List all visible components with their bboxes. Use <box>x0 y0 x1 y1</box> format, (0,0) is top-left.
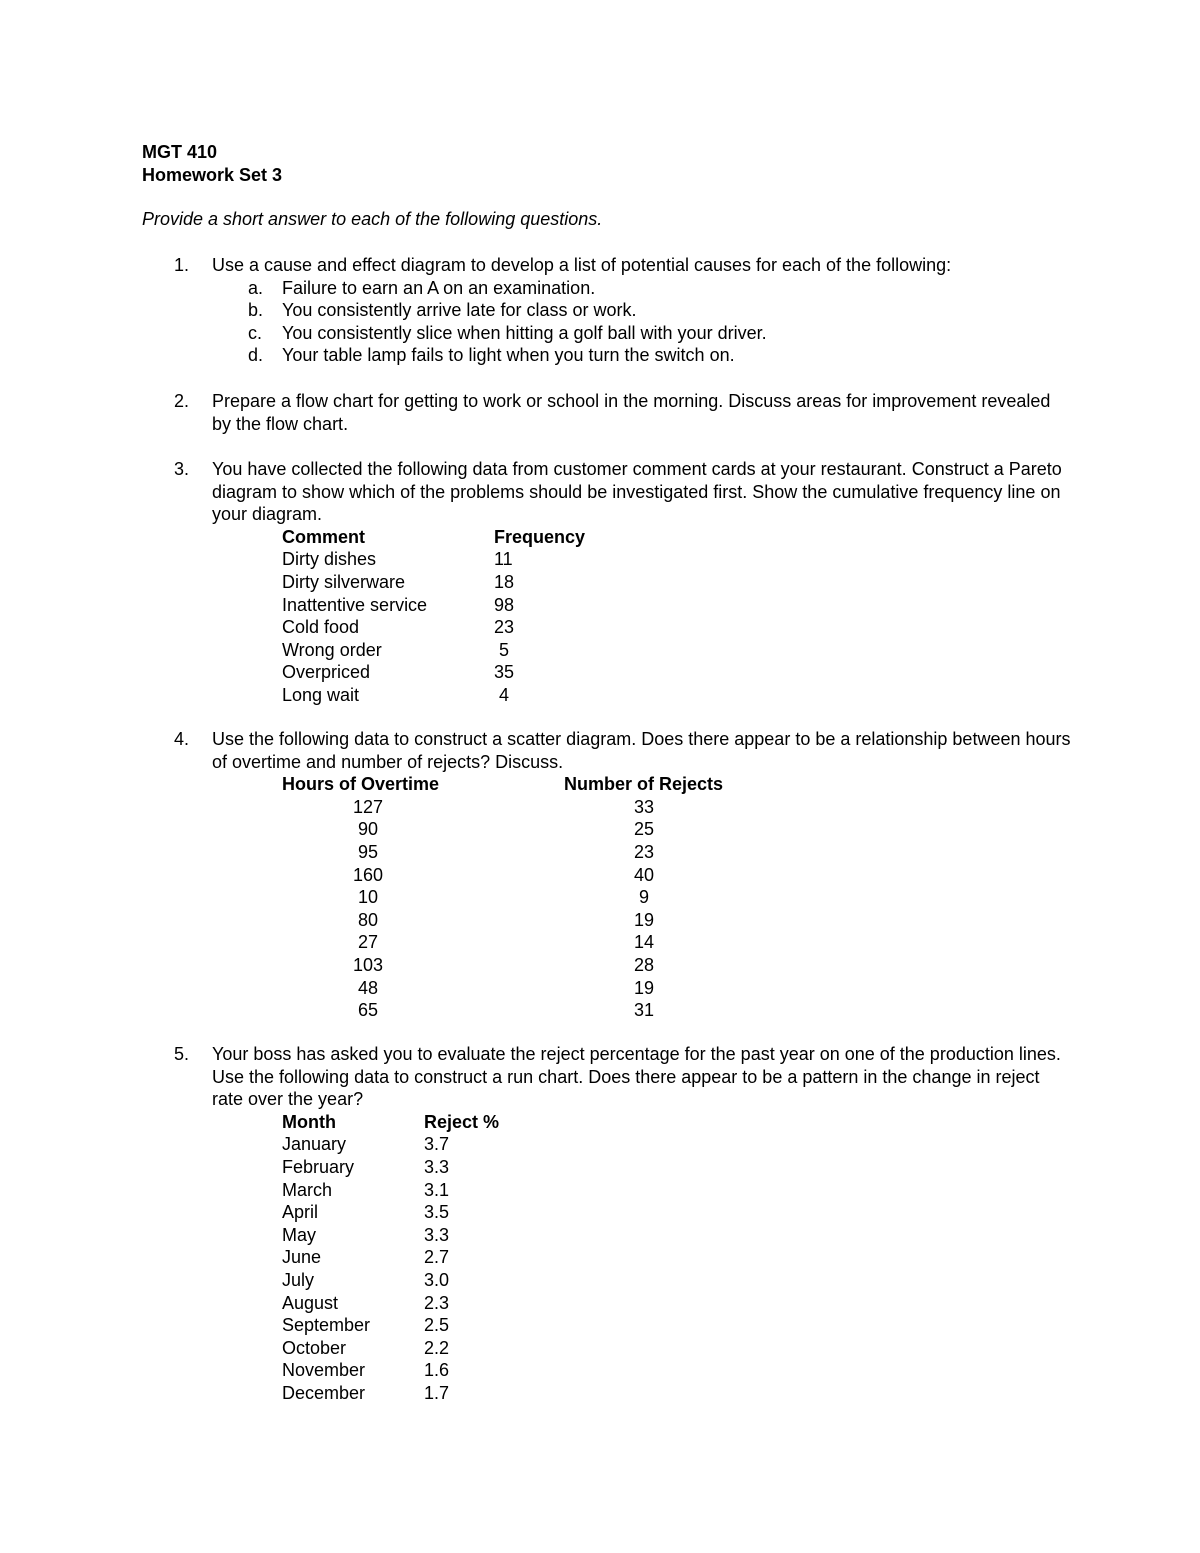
reject-cell: 3.3 <box>424 1156 450 1177</box>
sub-item <box>142 277 1072 300</box>
table-row <box>282 796 1072 819</box>
overtime-cell: 127 <box>352 796 384 817</box>
question-1 <box>142 254 1072 367</box>
table-header-row <box>282 526 1072 549</box>
sub-item-text: Your table lamp fails to light when you turn the switch on. <box>282 345 735 366</box>
rejects-cell: 19 <box>633 977 655 998</box>
rejects-cell: 23 <box>633 841 655 862</box>
month-cell: November <box>282 1360 366 1381</box>
reject-cell: 3.1 <box>424 1179 450 1200</box>
table-row <box>282 841 1072 864</box>
question-2 <box>142 390 1072 435</box>
month-cell: June <box>282 1247 322 1268</box>
frequency-cell: 11 <box>494 549 513 570</box>
table-row <box>282 684 1072 707</box>
frequency-cell: 35 <box>494 662 515 683</box>
question-text: Your boss has asked you to evaluate the reject percentage for the past year on one of the production lines. Use the following data to construct a run chart. Does there appear to be a pattern in the change in reject rate over the year? <box>212 1044 1061 1110</box>
question-number: 1. <box>174 255 190 275</box>
month-cell: May <box>282 1224 317 1245</box>
instructions: Provide a short answer to each of the following questions. <box>142 209 603 229</box>
table-row <box>282 818 1072 841</box>
sub-item-text: You consistently arrive late for class or work. <box>282 300 637 321</box>
comment-cell: Dirty dishes <box>282 549 377 570</box>
reject-cell: 2.5 <box>424 1315 450 1336</box>
overtime-cell: 27 <box>357 932 379 953</box>
table-row <box>282 1269 1072 1292</box>
comment-cell: Overpriced <box>282 662 371 683</box>
table-row <box>282 661 1072 684</box>
rejects-cell: 33 <box>633 796 655 817</box>
table-row <box>282 1156 1072 1179</box>
reject-rate-table <box>282 1111 1072 1405</box>
frequency-cell: 5 <box>499 639 510 660</box>
question-4 <box>142 728 1072 1022</box>
frequency-cell: 98 <box>494 594 515 615</box>
table-row <box>282 594 1072 617</box>
rejects-cell: 14 <box>633 932 655 953</box>
month-cell: February <box>282 1156 355 1177</box>
sub-item <box>142 344 1072 367</box>
reject-cell: 1.6 <box>424 1360 450 1381</box>
column-header: Month <box>282 1111 336 1132</box>
question-text: Use a cause and effect diagram to develop a list of potential causes for each of the following: <box>212 255 952 275</box>
reject-cell: 2.7 <box>424 1247 450 1268</box>
overtime-cell: 10 <box>357 887 379 908</box>
column-header: Hours of Overtime <box>282 774 440 795</box>
table-header-row <box>282 1111 1072 1134</box>
question-text: Use the following data to construct a scatter diagram. Does there appear to be a relationship between hours of overtime and number of rejects? Discuss. <box>212 729 1071 772</box>
overtime-cell: 160 <box>352 864 384 885</box>
table-row <box>282 1337 1072 1360</box>
rejects-cell: 9 <box>638 887 649 908</box>
table-row <box>282 1224 1072 1247</box>
overtime-cell: 80 <box>357 909 379 930</box>
frequency-cell: 18 <box>494 571 515 592</box>
table-row <box>282 1359 1072 1382</box>
reject-cell: 3.0 <box>424 1269 450 1290</box>
table-row <box>282 1179 1072 1202</box>
comment-frequency-table <box>282 526 1072 707</box>
sub-item <box>142 299 1072 322</box>
column-header: Number of Rejects <box>564 774 724 795</box>
table-row <box>282 909 1072 932</box>
table-row <box>282 1133 1072 1156</box>
document-header <box>142 141 282 186</box>
question-5 <box>142 1043 1072 1405</box>
reject-cell: 3.5 <box>424 1202 450 1223</box>
sub-item-label: c. <box>248 322 263 343</box>
overtime-cell: 48 <box>357 977 379 998</box>
question-text: You have collected the following data from customer comment cards at your restaurant. Construct a Pareto diagram to show which of the problems should be investigated first. Show the cumulative frequency line on your diagram. <box>212 459 1062 525</box>
page-title: Homework Set 3 <box>142 164 283 185</box>
month-cell: August <box>282 1292 339 1313</box>
reject-cell: 2.2 <box>424 1337 450 1358</box>
table-row <box>282 886 1072 909</box>
overtime-cell: 90 <box>357 819 379 840</box>
frequency-cell: 4 <box>499 684 510 705</box>
table-row <box>282 548 1072 571</box>
table-row <box>282 931 1072 954</box>
comment-cell: Wrong order <box>282 639 382 660</box>
question-text: Prepare a flow chart for getting to work or school in the morning. Discuss areas for improvement revealed by the flow chart. <box>212 391 1051 434</box>
column-header: Reject % <box>424 1111 505 1132</box>
reject-cell: 3.3 <box>424 1224 450 1245</box>
reject-cell: 1.7 <box>424 1382 450 1403</box>
month-cell: September <box>282 1315 371 1336</box>
reject-cell: 3.7 <box>424 1134 450 1155</box>
table-row <box>282 864 1072 887</box>
table-row <box>282 1292 1072 1315</box>
table-header-row <box>282 773 1072 796</box>
column-header: Comment <box>282 526 366 547</box>
sub-item-label: d. <box>248 345 264 366</box>
overtime-cell: 103 <box>352 954 384 975</box>
rejects-cell: 40 <box>633 864 655 885</box>
comment-cell: Cold food <box>282 617 360 638</box>
rejects-cell: 28 <box>633 954 655 975</box>
month-cell: July <box>282 1269 315 1290</box>
table-row <box>282 571 1072 594</box>
month-cell: October <box>282 1337 347 1358</box>
month-cell: March <box>282 1179 333 1200</box>
table-row <box>282 1246 1072 1269</box>
overtime-cell: 95 <box>357 841 379 862</box>
table-row <box>282 639 1072 662</box>
question-3 <box>142 458 1072 707</box>
table-row <box>282 616 1072 639</box>
sub-item-label: b. <box>248 300 264 321</box>
reject-cell: 2.3 <box>424 1292 450 1313</box>
table-row <box>282 1382 1072 1405</box>
overtime-rejects-table <box>282 773 1072 1022</box>
course-code: MGT 410 <box>142 142 218 162</box>
question-number: 2. <box>174 391 190 411</box>
sub-item-text: Failure to earn an A on an examination. <box>282 277 596 298</box>
column-header: Frequency <box>494 526 586 547</box>
table-row <box>282 954 1072 977</box>
sub-item-text: You consistently slice when hitting a golf ball with your driver. <box>282 322 767 343</box>
rejects-cell: 19 <box>633 909 655 930</box>
comment-cell: Dirty silverware <box>282 571 406 592</box>
frequency-cell: 23 <box>494 617 515 638</box>
comment-cell: Long wait <box>282 684 360 705</box>
table-row <box>282 1201 1072 1224</box>
question-number: 5. <box>174 1044 190 1064</box>
month-cell: April <box>282 1202 319 1223</box>
table-row <box>282 999 1072 1022</box>
overtime-cell: 65 <box>357 1000 379 1021</box>
question-number: 4. <box>174 729 190 749</box>
sub-item <box>142 322 1072 345</box>
comment-cell: Inattentive service <box>282 594 428 615</box>
table-row <box>282 977 1072 1000</box>
month-cell: December <box>282 1382 366 1403</box>
table-row <box>282 1314 1072 1337</box>
rejects-cell: 25 <box>633 819 655 840</box>
rejects-cell: 31 <box>633 1000 655 1021</box>
month-cell: January <box>282 1134 347 1155</box>
question-number: 3. <box>174 459 190 479</box>
sub-item-label: a. <box>248 277 264 298</box>
